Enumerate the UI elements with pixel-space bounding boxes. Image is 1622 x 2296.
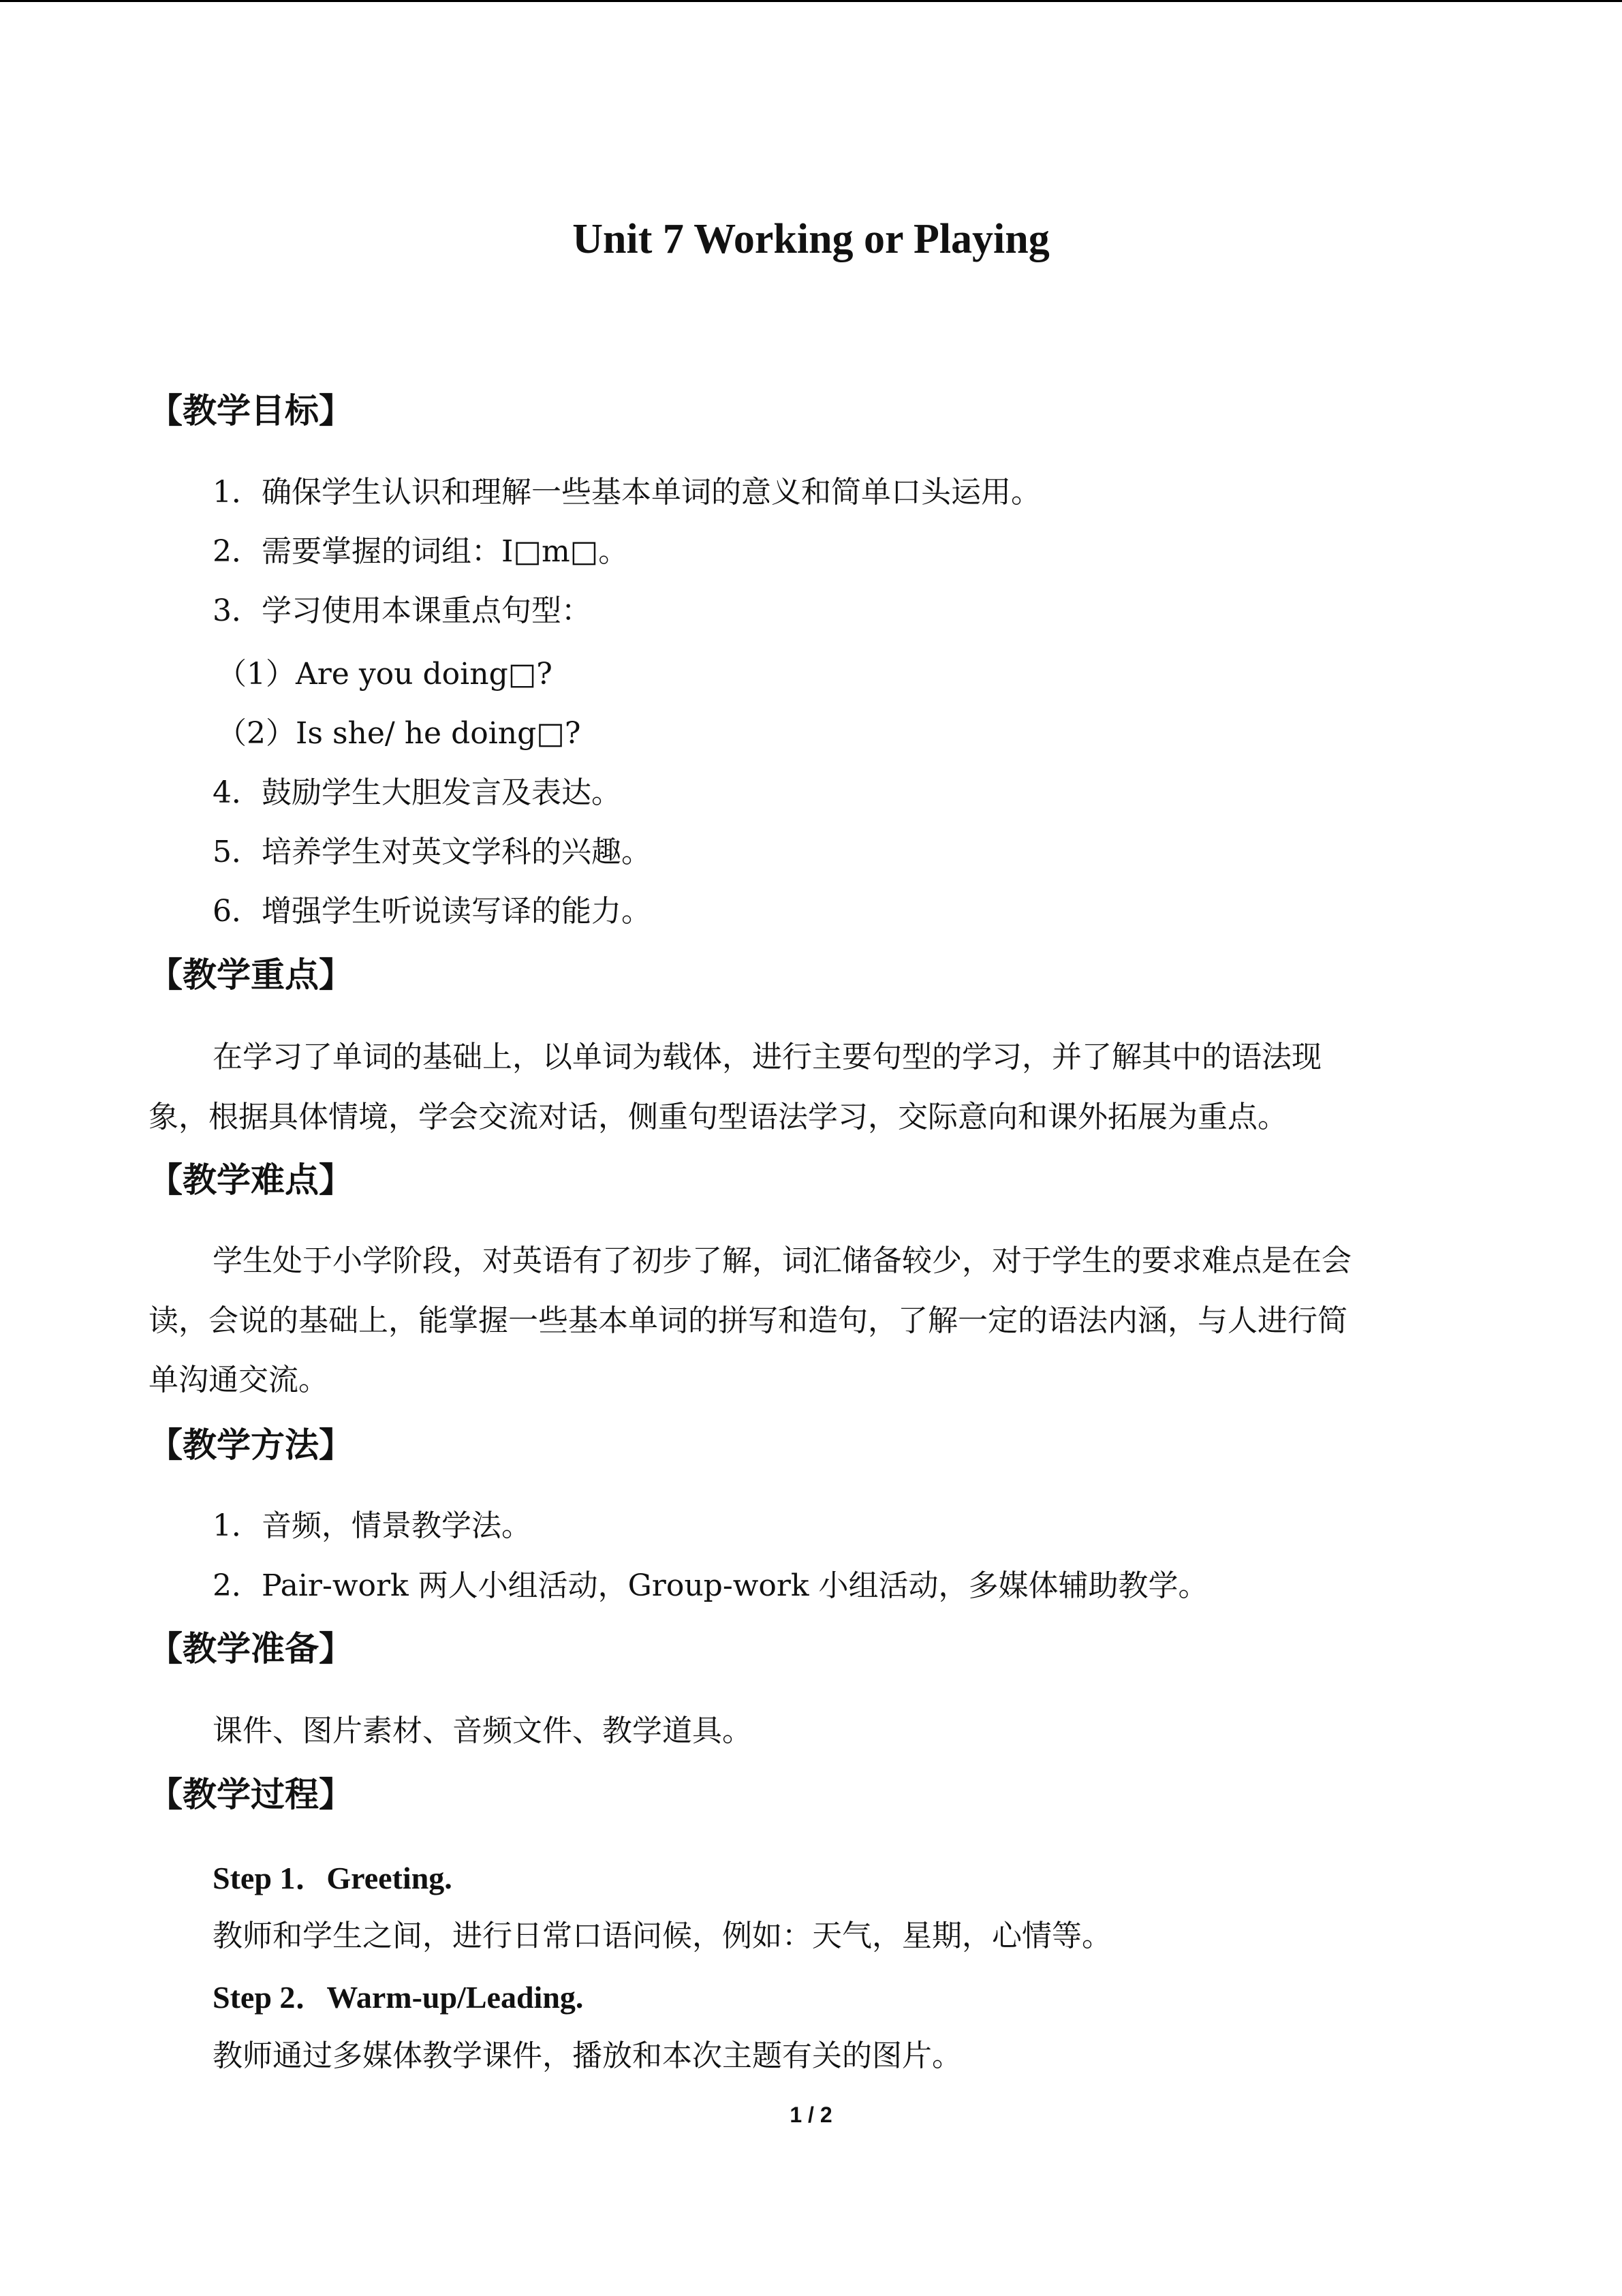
goal-item: 2．需要掌握的词组：I□m□。 [213, 534, 629, 569]
section-heading-difficulties: 【教学难点】 [149, 1160, 353, 1200]
difficulties-paragraph-line: 读，会说的基础上，能掌握一些基本单词的拼写和造句，了解一定的语法内涵，与人进行简 [149, 1303, 1347, 1338]
goal-item: 6．增强学生听说读写译的能力。 [213, 894, 651, 929]
preparation-text: 课件、图片素材、音频文件、教学道具。 [213, 1713, 752, 1748]
section-heading-preparation: 【教学准备】 [149, 1629, 353, 1669]
goal-item: 4．鼓励学生大胆发言及表达。 [213, 775, 621, 810]
step-title: Step 1．Greeting. [213, 1861, 452, 1895]
method-item: 1．音频，情景教学法。 [213, 1508, 531, 1543]
step-text: 教师和学生之间，进行日常口语问候，例如：天气，星期，心情等。 [213, 1919, 1112, 1953]
key-points-paragraph-line: 在学习了单词的基础上，以单词为载体，进行主要句型的学习，并了解其中的语法现 [213, 1040, 1322, 1074]
document-page [0, 2, 1622, 2296]
section-heading-goals: 【教学目标】 [149, 391, 353, 431]
goal-item: 5．培养学生对英文学科的兴趣。 [213, 835, 651, 869]
goal-item: 3．学习使用本课重点句型： [213, 593, 591, 628]
step-title: Step 2．Warm-up/Leading. [213, 1980, 584, 2015]
method-item: 2．Pair-work 两人小组活动，Group-work 小组活动，多媒体辅助教学。 [213, 1568, 1208, 1603]
section-heading-process: 【教学过程】 [149, 1775, 353, 1814]
document-title: Unit 7 Working or Playing [572, 216, 1050, 262]
difficulties-paragraph-line: 单沟通交流。 [149, 1363, 328, 1397]
section-heading-methods: 【教学方法】 [149, 1425, 353, 1465]
goal-subitem: （1）Are you doing□? [217, 657, 552, 692]
goal-subitem: （2）Is she/ he doing□? [217, 716, 581, 751]
key-points-paragraph-line: 象，根据具体情境，学会交流对话，侧重句型语法学习，交际意向和课外拓展为重点。 [149, 1100, 1288, 1134]
goal-item: 1．确保学生认识和理解一些基本单词的意义和简单口头运用。 [213, 475, 1041, 510]
page-number: 1 / 2 [790, 2103, 832, 2127]
difficulties-paragraph-line: 学生处于小学阶段，对英语有了初步了解，词汇储备较少，对于学生的要求难点是在会 [213, 1243, 1352, 1278]
section-heading-key-points: 【教学重点】 [149, 955, 353, 995]
step-text: 教师通过多媒体教学课件，播放和本次主题有关的图片。 [213, 2038, 962, 2073]
